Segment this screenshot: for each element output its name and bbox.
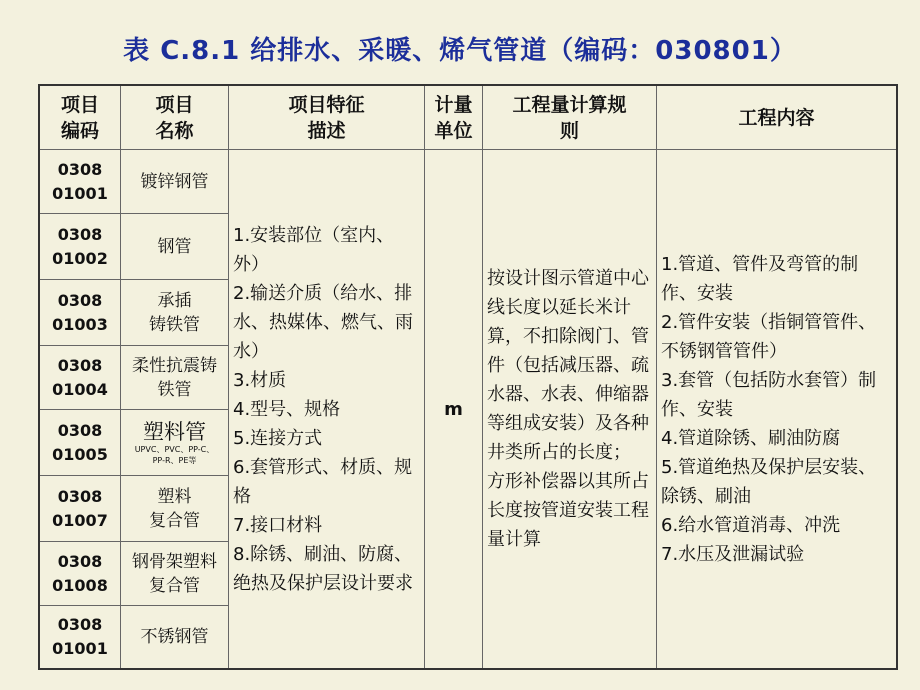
row-code: 0308 01008 — [40, 542, 121, 606]
rules-cell — [483, 150, 657, 668]
row-name — [121, 280, 229, 346]
row-name — [121, 214, 229, 280]
features-cell — [229, 150, 425, 668]
row-name-note: UPVC、PVC、PP-C、 PP-R、PE等 — [134, 444, 215, 465]
row-name-text: 柔性抗震铸 铁管 — [132, 355, 217, 400]
row-name — [121, 346, 229, 410]
unit-cell: m — [425, 150, 483, 668]
row-name — [121, 476, 229, 542]
row-name-text: 塑料管 — [143, 419, 206, 444]
row-name-text: 钢骨架塑料 复合管 — [132, 551, 217, 596]
row-name — [121, 542, 229, 606]
row-name-text: 镀锌钢管 — [140, 171, 209, 192]
row-code: 0308 01002 — [40, 214, 121, 280]
row-name-text: 不锈钢管 — [140, 627, 209, 647]
row-code: 0308 01001 — [40, 606, 121, 668]
header-unit: 计量 单位 — [425, 86, 483, 150]
row-code: 0308 01005 — [40, 410, 121, 476]
header-name: 项目 名称 — [121, 86, 229, 150]
table-title: 表 C.8.1 给排水、采暖、烯气管道（编码：030801） — [123, 36, 797, 66]
row-name-text: 塑料 复合管 — [149, 486, 200, 531]
row-code: 0308 01001 — [40, 150, 121, 214]
pipe-spec-table — [38, 84, 898, 670]
row-name-text: 钢管 — [157, 236, 192, 257]
header-rules: 工程量计算规 则 — [483, 86, 657, 150]
header-content: 工程内容 — [657, 86, 896, 150]
rules-text: 按设计图示管道中心线长度以延长米计算，不扣除阀门、管件（包括减压器、疏水器、水表、伸缩器等组成安装）及各种井类所占的长度； 方形补偿器以其所占长度按管道安装工程量计算 — [487, 268, 649, 550]
features-text: 1.安装部位（室内、外） 2.输送介质（给水、排水、热媒体、燃气、雨水） 3.材质 4.型号、规格 5.连接方式 6.套管形式、材质、规格 7.接口材料 8.除锈、刷油、防腐、绝热及保护层设计要求 — [233, 224, 413, 594]
header-code: 项目 编码 — [40, 86, 121, 150]
row-name-text: 承插 铸铁管 — [149, 290, 200, 335]
row-name — [121, 606, 229, 668]
row-code: 0308 01007 — [40, 476, 121, 542]
row-code: 0308 01004 — [40, 346, 121, 410]
row-name — [121, 410, 229, 476]
content-text: 1.管道、管件及弯管的制作、安装 2.管件安装（指铜管管件、不锈钢管管件） 3.套管（包括防水套管）制作、安装 4.管道除锈、刷油防腐 5.管道绝热及保护层安装、除锈、刷油 6.给水管道消毒、冲洗 7.水压及泄漏试验 — [661, 253, 877, 565]
row-name — [121, 150, 229, 214]
row-code: 0308 01003 — [40, 280, 121, 346]
header-features: 项目特征 描述 — [229, 86, 425, 150]
content-cell — [657, 150, 896, 668]
